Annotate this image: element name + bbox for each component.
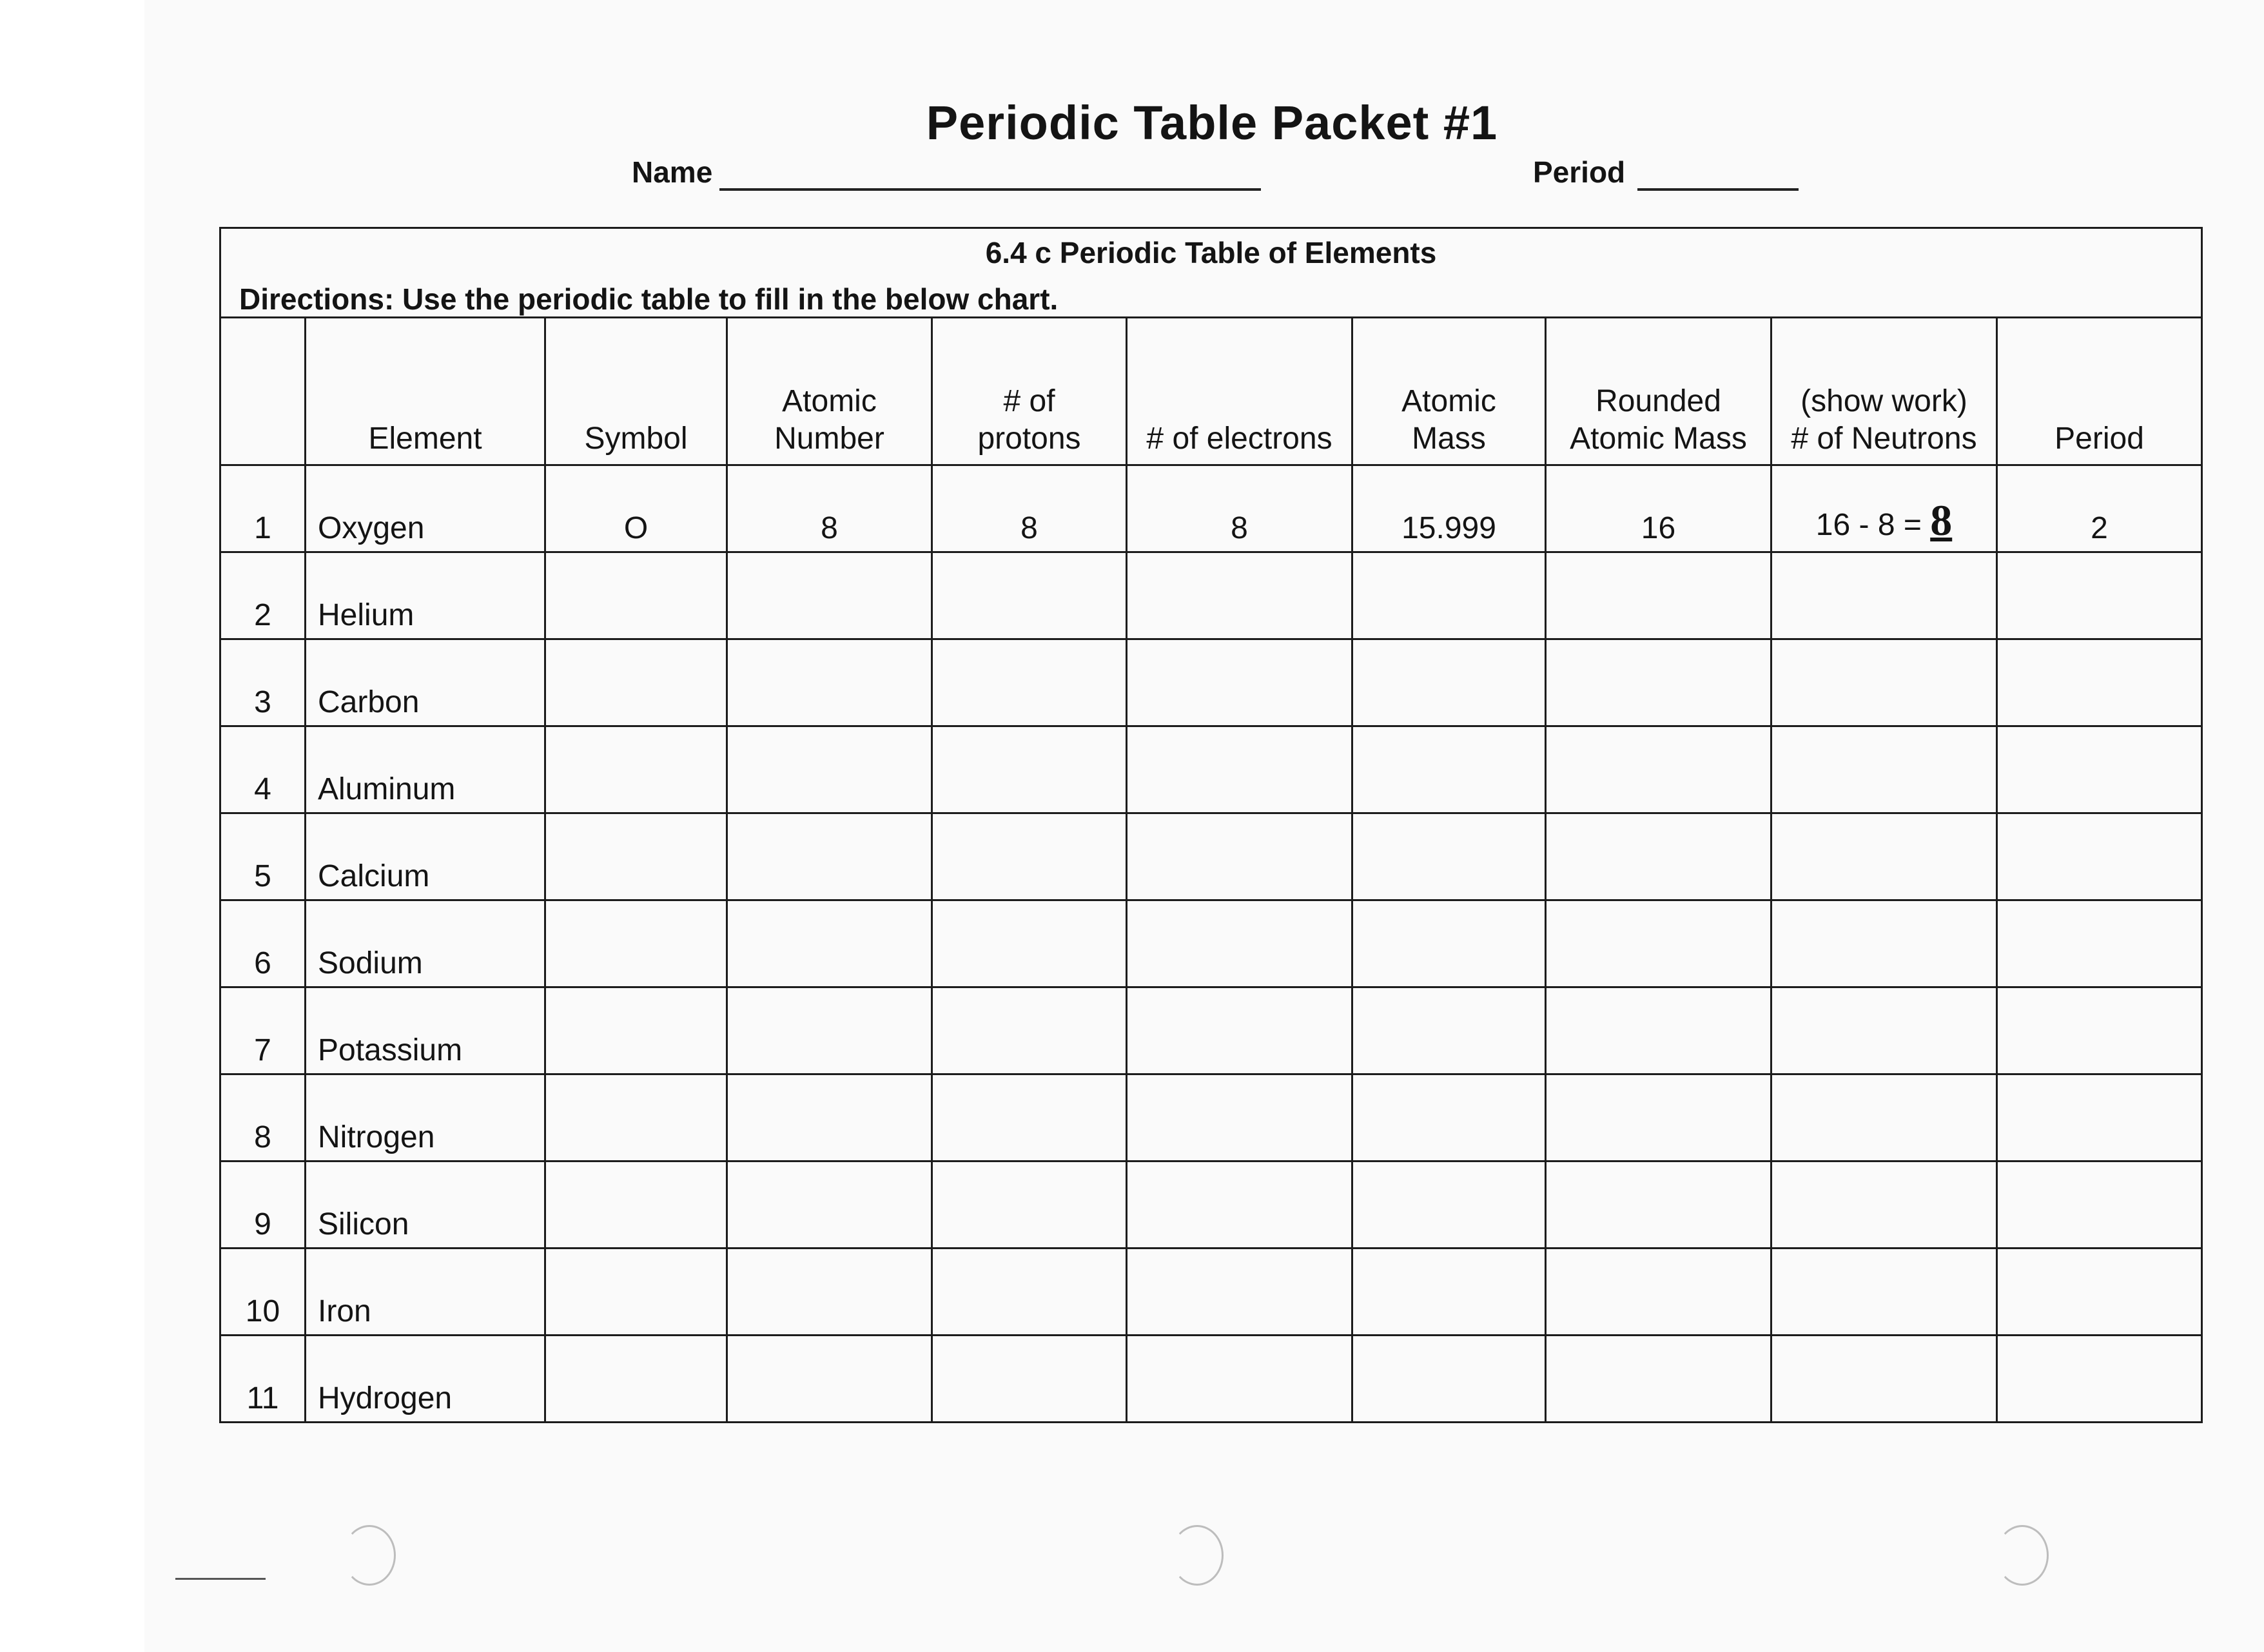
chart-body bbox=[220, 465, 2202, 1423]
chart-caption bbox=[220, 228, 2202, 318]
row-number: 6 bbox=[220, 900, 306, 987]
symbol-cell[interactable] bbox=[545, 1249, 727, 1336]
column-header-line2: Atomic Mass bbox=[1570, 422, 1747, 456]
margin-mark bbox=[175, 1578, 266, 1580]
binder-hole-left bbox=[343, 1525, 396, 1586]
element-name: Carbon bbox=[306, 639, 545, 726]
table-row bbox=[220, 465, 2202, 552]
neutrons-cell[interactable] bbox=[1771, 552, 1997, 639]
protons-cell[interactable] bbox=[932, 1074, 1127, 1161]
electrons-cell[interactable] bbox=[1127, 639, 1352, 726]
period-cell[interactable]: 2 bbox=[1997, 465, 2202, 552]
symbol-cell[interactable] bbox=[545, 552, 727, 639]
electrons-cell[interactable] bbox=[1127, 552, 1352, 639]
binder-hole-right bbox=[1996, 1525, 2049, 1586]
electrons-cell[interactable] bbox=[1127, 1074, 1352, 1161]
period-cell[interactable] bbox=[1997, 1074, 2202, 1161]
electrons-cell[interactable]: 8 bbox=[1127, 465, 1352, 552]
rounded-mass-cell[interactable] bbox=[1546, 1161, 1771, 1249]
rounded-mass-cell[interactable] bbox=[1546, 639, 1771, 726]
neutrons-cell[interactable] bbox=[1771, 639, 1997, 726]
column-header-line2: Period bbox=[2054, 422, 2144, 456]
atomic-mass-cell[interactable] bbox=[1352, 552, 1546, 639]
table-row bbox=[220, 813, 2202, 900]
electrons-cell[interactable] bbox=[1127, 1336, 1352, 1423]
row-number: 11 bbox=[220, 1336, 306, 1423]
atomic-mass-cell[interactable] bbox=[1352, 813, 1546, 900]
column-header bbox=[727, 318, 932, 465]
period-label: Period bbox=[1533, 155, 1626, 189]
electrons-cell[interactable] bbox=[1127, 900, 1352, 987]
rounded-mass-cell[interactable] bbox=[1546, 987, 1771, 1074]
symbol-cell[interactable] bbox=[545, 1161, 727, 1249]
atomic-number-cell[interactable]: 8 bbox=[727, 465, 932, 552]
row-number: 10 bbox=[220, 1249, 306, 1336]
atomic-number-cell[interactable] bbox=[727, 1336, 932, 1423]
column-header bbox=[1352, 318, 1546, 465]
neutrons-cell[interactable] bbox=[1771, 900, 1997, 987]
rounded-mass-cell[interactable] bbox=[1546, 900, 1771, 987]
table-row bbox=[220, 726, 2202, 813]
element-name: Helium bbox=[306, 552, 545, 639]
period-cell[interactable] bbox=[1997, 1249, 2202, 1336]
atomic-mass-cell[interactable]: 15.999 bbox=[1352, 465, 1546, 552]
table-row bbox=[220, 1074, 2202, 1161]
column-header bbox=[1997, 318, 2202, 465]
column-header-line2: protons bbox=[977, 422, 1081, 456]
neutrons-cell[interactable] bbox=[1771, 987, 1997, 1074]
row-number: 9 bbox=[220, 1161, 306, 1249]
atomic-mass-cell[interactable] bbox=[1352, 726, 1546, 813]
neutrons-cell[interactable] bbox=[1771, 465, 1997, 552]
atomic-mass-cell[interactable] bbox=[1352, 1336, 1546, 1423]
column-header-line1: (show work) bbox=[1800, 384, 1967, 418]
neutrons-cell[interactable] bbox=[1771, 1249, 1997, 1336]
row-number: 5 bbox=[220, 813, 306, 900]
symbol-cell[interactable] bbox=[545, 639, 727, 726]
period-blank-line[interactable] bbox=[1637, 188, 1799, 191]
protons-cell[interactable] bbox=[932, 1249, 1127, 1336]
neutrons-cell[interactable] bbox=[1771, 1336, 1997, 1423]
table-row bbox=[220, 900, 2202, 987]
electrons-cell[interactable] bbox=[1127, 726, 1352, 813]
column-header-line1: Atomic bbox=[1401, 384, 1496, 418]
rounded-mass-cell[interactable] bbox=[1546, 1074, 1771, 1161]
column-header-line2: Symbol bbox=[584, 422, 688, 456]
page-title: Periodic Table Packet #1 bbox=[926, 96, 1498, 150]
atomic-number-cell[interactable] bbox=[727, 1161, 932, 1249]
symbol-cell[interactable] bbox=[545, 900, 727, 987]
electrons-cell[interactable] bbox=[1127, 987, 1352, 1074]
rounded-mass-cell[interactable] bbox=[1546, 552, 1771, 639]
row-number: 2 bbox=[220, 552, 306, 639]
atomic-mass-cell[interactable] bbox=[1352, 1249, 1546, 1336]
element-name: Nitrogen bbox=[306, 1074, 545, 1161]
atomic-mass-cell[interactable] bbox=[1352, 1074, 1546, 1161]
element-name: Potassium bbox=[306, 987, 545, 1074]
column-header-line2: Element bbox=[368, 422, 482, 456]
protons-cell[interactable] bbox=[932, 639, 1127, 726]
table-row bbox=[220, 1249, 2202, 1336]
rounded-mass-cell[interactable] bbox=[1546, 1336, 1771, 1423]
element-chart bbox=[219, 227, 2203, 1423]
column-header-line2: # of Neutrons bbox=[1791, 422, 1977, 456]
column-header-line1: Atomic bbox=[782, 384, 877, 418]
symbol-cell[interactable] bbox=[545, 1336, 727, 1423]
protons-cell[interactable] bbox=[932, 552, 1127, 639]
name-blank-line[interactable] bbox=[719, 188, 1261, 191]
period-cell[interactable] bbox=[1997, 1161, 2202, 1249]
period-cell[interactable] bbox=[1997, 813, 2202, 900]
element-name: Iron bbox=[306, 1249, 545, 1336]
atomic-number-cell[interactable] bbox=[727, 987, 932, 1074]
column-header-line2: Number bbox=[774, 422, 884, 456]
neutrons-cell[interactable] bbox=[1771, 813, 1997, 900]
row-number: 8 bbox=[220, 1074, 306, 1161]
element-name: Sodium bbox=[306, 900, 545, 987]
element-name: Silicon bbox=[306, 1161, 545, 1249]
protons-cell[interactable] bbox=[932, 726, 1127, 813]
neutrons-cell[interactable] bbox=[1771, 1074, 1997, 1161]
atomic-number-cell[interactable] bbox=[727, 552, 932, 639]
column-header-line2: # of electrons bbox=[1146, 422, 1332, 456]
rounded-mass-cell[interactable] bbox=[1546, 726, 1771, 813]
symbol-cell[interactable] bbox=[545, 987, 727, 1074]
protons-cell[interactable] bbox=[932, 1161, 1127, 1249]
atomic-mass-cell[interactable] bbox=[1352, 639, 1546, 726]
atomic-number-cell[interactable] bbox=[727, 813, 932, 900]
column-header bbox=[306, 318, 545, 465]
period-cell[interactable] bbox=[1997, 639, 2202, 726]
symbol-cell[interactable] bbox=[545, 813, 727, 900]
column-header bbox=[220, 318, 306, 465]
scanner-margin bbox=[0, 0, 146, 1652]
table-row bbox=[220, 639, 2202, 726]
atomic-number-cell[interactable] bbox=[727, 1249, 932, 1336]
protons-cell[interactable] bbox=[932, 987, 1127, 1074]
element-name: Hydrogen bbox=[306, 1336, 545, 1423]
period-cell[interactable] bbox=[1997, 900, 2202, 987]
electrons-cell[interactable] bbox=[1127, 1249, 1352, 1336]
table-row bbox=[220, 552, 2202, 639]
row-number: 3 bbox=[220, 639, 306, 726]
symbol-cell[interactable] bbox=[545, 1074, 727, 1161]
period-cell[interactable] bbox=[1997, 552, 2202, 639]
atomic-mass-cell[interactable] bbox=[1352, 900, 1546, 987]
table-row bbox=[220, 1336, 2202, 1423]
column-header bbox=[932, 318, 1127, 465]
column-header bbox=[1127, 318, 1352, 465]
column-header-line1: Rounded bbox=[1596, 384, 1721, 418]
table-row bbox=[220, 987, 2202, 1074]
neutrons-cell[interactable] bbox=[1771, 726, 1997, 813]
element-name: Oxygen bbox=[306, 465, 545, 552]
element-name: Calcium bbox=[306, 813, 545, 900]
name-label: Name bbox=[632, 155, 713, 189]
column-header bbox=[545, 318, 727, 465]
table-row bbox=[220, 1161, 2202, 1249]
atomic-mass-cell[interactable] bbox=[1352, 1161, 1546, 1249]
row-number: 7 bbox=[220, 987, 306, 1074]
electrons-cell[interactable] bbox=[1127, 1161, 1352, 1249]
symbol-cell[interactable] bbox=[545, 726, 727, 813]
neutrons-answer: 8 bbox=[1930, 496, 1953, 545]
rounded-mass-cell[interactable] bbox=[1546, 1249, 1771, 1336]
element-name: Aluminum bbox=[306, 726, 545, 813]
column-header bbox=[1546, 318, 1771, 465]
atomic-number-cell[interactable] bbox=[727, 900, 932, 987]
atomic-number-cell[interactable] bbox=[727, 726, 932, 813]
rounded-mass-cell[interactable] bbox=[1546, 813, 1771, 900]
electrons-cell[interactable] bbox=[1127, 813, 1352, 900]
column-header bbox=[1771, 318, 1997, 465]
column-header-line2: Mass bbox=[1412, 422, 1486, 456]
rounded-mass-cell[interactable]: 16 bbox=[1546, 465, 1771, 552]
protons-cell[interactable] bbox=[932, 813, 1127, 900]
row-number: 1 bbox=[220, 465, 306, 552]
binder-hole-center bbox=[1171, 1525, 1224, 1586]
atomic-number-cell[interactable] bbox=[727, 639, 932, 726]
atomic-number-cell[interactable] bbox=[727, 1074, 932, 1161]
symbol-cell[interactable]: O bbox=[545, 465, 727, 552]
neutrons-cell[interactable] bbox=[1771, 1161, 1997, 1249]
row-number: 4 bbox=[220, 726, 306, 813]
column-header-row bbox=[220, 318, 2202, 465]
period-cell[interactable] bbox=[1997, 987, 2202, 1074]
neutrons-work: 16 - 8 = bbox=[1815, 508, 1931, 542]
protons-cell[interactable] bbox=[932, 900, 1127, 987]
protons-cell[interactable] bbox=[932, 1336, 1127, 1423]
section-title: 6.4 c Periodic Table of Elements bbox=[985, 236, 1437, 269]
protons-cell[interactable]: 8 bbox=[932, 465, 1127, 552]
directions-text: Directions: Use the periodic table to fill in the below chart. bbox=[239, 282, 1059, 316]
period-cell[interactable] bbox=[1997, 726, 2202, 813]
atomic-mass-cell[interactable] bbox=[1352, 987, 1546, 1074]
column-header-line1: # of bbox=[1003, 384, 1055, 418]
period-cell[interactable] bbox=[1997, 1336, 2202, 1423]
